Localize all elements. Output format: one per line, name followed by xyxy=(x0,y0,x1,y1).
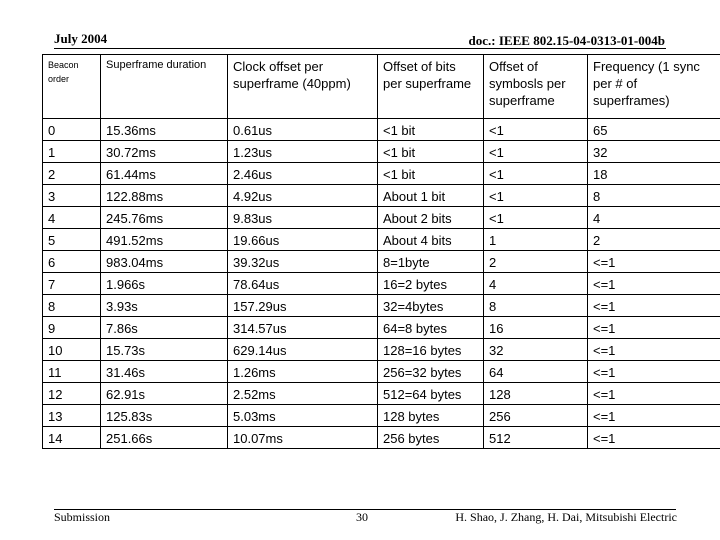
table-cell: 8 xyxy=(43,295,101,317)
table-cell: <1 xyxy=(484,119,588,141)
header-date: July 2004 xyxy=(54,31,108,46)
table-row xyxy=(43,207,720,229)
table-cell: 64 xyxy=(484,361,588,383)
table-cell: 3 xyxy=(43,185,101,207)
table-cell: 16=2 bytes xyxy=(378,273,484,295)
table-cell: <=1 xyxy=(588,251,720,273)
table-cell: 983.04ms xyxy=(101,251,228,273)
table-cell: 15.36ms xyxy=(101,119,228,141)
table-cell: 11 xyxy=(43,361,101,383)
table-row xyxy=(43,229,720,251)
table-cell: 2.52ms xyxy=(228,383,378,405)
table-cell: 9.83us xyxy=(228,207,378,229)
column-header: Offset of bits per superframe xyxy=(378,55,484,119)
table-cell: 62.91s xyxy=(101,383,228,405)
table-cell: 32 xyxy=(588,141,720,163)
table-cell: <1 bit xyxy=(378,163,484,185)
table-cell: <=1 xyxy=(588,405,720,427)
table-cell: 4.92us xyxy=(228,185,378,207)
table-cell: 5.03ms xyxy=(228,405,378,427)
table-cell: 2 xyxy=(588,229,720,251)
header-rule xyxy=(54,48,666,49)
table-row xyxy=(43,273,720,295)
footer-submission: Submission xyxy=(54,510,111,524)
table-cell: 8 xyxy=(588,185,720,207)
footer-page-number: 30 xyxy=(356,510,368,524)
table-cell: 2 xyxy=(484,251,588,273)
header-doc-id: doc.: IEEE 802.15-04-0313-01-004b xyxy=(468,33,665,48)
table-cell: 2.46us xyxy=(228,163,378,185)
table-cell: <=1 xyxy=(588,317,720,339)
table-cell: 1.26ms xyxy=(228,361,378,383)
table-cell: <1 xyxy=(484,163,588,185)
table-cell: <1 bit xyxy=(378,119,484,141)
column-header: Superframe duration xyxy=(101,55,228,119)
table-header-row xyxy=(43,55,720,119)
table-cell: 128 xyxy=(484,383,588,405)
table-cell: 14 xyxy=(43,427,101,449)
table-cell: 7.86s xyxy=(101,317,228,339)
table-row xyxy=(43,339,720,361)
table-cell: 15.73s xyxy=(101,339,228,361)
table-cell: 65 xyxy=(588,119,720,141)
table-cell: 8 xyxy=(484,295,588,317)
table-cell: 3.93s xyxy=(101,295,228,317)
table-cell: <=1 xyxy=(588,361,720,383)
table-cell: 122.88ms xyxy=(101,185,228,207)
table-cell: 0.61us xyxy=(228,119,378,141)
table-cell: <1 xyxy=(484,185,588,207)
table-row xyxy=(43,119,720,141)
table-cell: 1.966s xyxy=(101,273,228,295)
table-cell: 256 bytes xyxy=(378,427,484,449)
footer-authors: H. Shao, J. Zhang, H. Dai, Mitsubishi Electric xyxy=(455,510,677,524)
table-cell: 19.66us xyxy=(228,229,378,251)
table-cell: 39.32us xyxy=(228,251,378,273)
column-header: Frequency (1 sync per # of superframes) xyxy=(588,55,720,119)
table-cell: 32 xyxy=(484,339,588,361)
table-cell: 251.66s xyxy=(101,427,228,449)
table-cell: 2 xyxy=(43,163,101,185)
table-cell: 125.83s xyxy=(101,405,228,427)
table-cell: 512 xyxy=(484,427,588,449)
table-cell: 32=4bytes xyxy=(378,295,484,317)
table-cell: 6 xyxy=(43,251,101,273)
table-cell: 512=64 bytes xyxy=(378,383,484,405)
table-row xyxy=(43,383,720,405)
table-cell: 629.14us xyxy=(228,339,378,361)
table-cell: <=1 xyxy=(588,339,720,361)
table-cell: 128 bytes xyxy=(378,405,484,427)
table-row xyxy=(43,141,720,163)
table-cell: 128=16 bytes xyxy=(378,339,484,361)
column-header: Offset of symbosls per superframe xyxy=(484,55,588,119)
table-row xyxy=(43,405,720,427)
table-cell: 7 xyxy=(43,273,101,295)
table-cell: 256=32 bytes xyxy=(378,361,484,383)
table-cell: 31.46s xyxy=(101,361,228,383)
table-cell: 157.29us xyxy=(228,295,378,317)
table-cell: <1 bit xyxy=(378,141,484,163)
table-cell: 8=1byte xyxy=(378,251,484,273)
table-cell: <1 xyxy=(484,207,588,229)
table-cell: 10 xyxy=(43,339,101,361)
table-cell: 256 xyxy=(484,405,588,427)
table-cell: 0 xyxy=(43,119,101,141)
table-cell: 491.52ms xyxy=(101,229,228,251)
table-cell: <1 xyxy=(484,141,588,163)
column-header: Beacon order xyxy=(43,55,101,119)
beacon-order-table xyxy=(42,54,720,449)
table-cell: 78.64us xyxy=(228,273,378,295)
table-cell: 10.07ms xyxy=(228,427,378,449)
table-row xyxy=(43,185,720,207)
table-cell: 1.23us xyxy=(228,141,378,163)
table-cell: 61.44ms xyxy=(101,163,228,185)
table-cell: About 2 bits xyxy=(378,207,484,229)
table-row xyxy=(43,163,720,185)
table-cell: 5 xyxy=(43,229,101,251)
table-cell: 1 xyxy=(484,229,588,251)
table-cell: 1 xyxy=(43,141,101,163)
table-cell: 12 xyxy=(43,383,101,405)
table-row xyxy=(43,427,720,449)
table-cell: 18 xyxy=(588,163,720,185)
table-cell: 64=8 bytes xyxy=(378,317,484,339)
table-cell: 16 xyxy=(484,317,588,339)
table-cell: 245.76ms xyxy=(101,207,228,229)
table-cell: <=1 xyxy=(588,295,720,317)
table-cell: About 1 bit xyxy=(378,185,484,207)
table-row xyxy=(43,317,720,339)
table-row xyxy=(43,251,720,273)
table-cell: 4 xyxy=(588,207,720,229)
table-row xyxy=(43,361,720,383)
table-cell: <=1 xyxy=(588,273,720,295)
table-cell: 4 xyxy=(484,273,588,295)
table-cell: 314.57us xyxy=(228,317,378,339)
table-cell: <=1 xyxy=(588,383,720,405)
table-row xyxy=(43,295,720,317)
table-cell: 13 xyxy=(43,405,101,427)
column-header: Clock offset per superframe (40ppm) xyxy=(228,55,378,119)
table-cell: 30.72ms xyxy=(101,141,228,163)
table-cell: About 4 bits xyxy=(378,229,484,251)
table-cell: 9 xyxy=(43,317,101,339)
table-cell: 4 xyxy=(43,207,101,229)
table-cell: <=1 xyxy=(588,427,720,449)
